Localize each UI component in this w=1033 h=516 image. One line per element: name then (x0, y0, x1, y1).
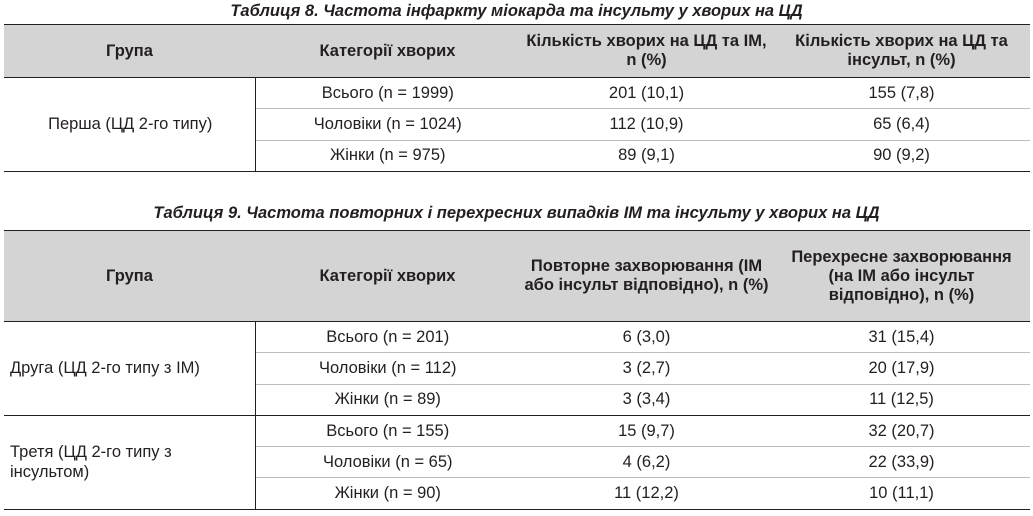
header-group: Група (4, 231, 255, 322)
table-8 (4, 24, 1030, 172)
group-cell: Третя (ЦД 2-го типу з інсультом) (4, 415, 255, 509)
table-9-header-row (4, 231, 1030, 322)
category-cell: Жінки (n = 975) (329, 146, 446, 165)
value-cell: 20 (17,9) (868, 358, 935, 377)
category-cell: Всього (n = 1999) (321, 83, 454, 102)
value-cell: 22 (33,9) (868, 452, 935, 471)
value-cell: 10 (11,1) (869, 484, 934, 503)
category-cell: Чоловіки (n = 65) (322, 452, 453, 471)
header-repeat-disease: Повторне захворювання (ІМ або інсульт відповідно), n (%) (520, 231, 773, 322)
value-cell: 112 (10,9) (609, 114, 684, 133)
table-8-header-row (4, 25, 1030, 78)
value-cell: 155 (7,8) (868, 83, 935, 102)
category-cell: Чоловіки (n = 1024) (313, 114, 462, 133)
table-row (4, 322, 1030, 353)
category-cell: Жінки (n = 90) (334, 484, 441, 503)
header-category: Категорії хворих (255, 231, 520, 322)
group-cell: Перша (ЦД 2-го типу) (4, 78, 255, 172)
table-9 (4, 230, 1030, 510)
value-cell: 31 (15,4) (868, 327, 935, 346)
value-cell: 65 (6,4) (873, 114, 930, 133)
group-cell: Друга (ЦД 2-го типу з ІМ) (4, 322, 255, 416)
category-cell: Чоловіки (n = 112) (318, 358, 457, 377)
value-cell: 32 (20,7) (868, 421, 935, 440)
table-row (4, 415, 1030, 446)
header-mi-count: Кількість хворих на ЦД та ІМ, n (%) (520, 25, 773, 78)
value-cell: 4 (6,2) (622, 452, 671, 471)
table-9-caption: Таблиця 9. Частота повторних і перехресних випадків ІМ та інсульту у хворих на ЦД (153, 204, 880, 222)
value-cell: 90 (9,2) (873, 146, 930, 165)
value-cell: 201 (10,1) (608, 83, 685, 102)
header-category: Категорії хворих (255, 25, 520, 78)
value-cell: 3 (2,7) (622, 358, 671, 377)
header-cross-disease: Перехресне захворювання (на ІМ або інсульт відповідно), n (%) (773, 231, 1030, 322)
header-stroke-count: Кількість хворих на ЦД та інсульт, n (%) (773, 25, 1030, 78)
table-8-caption: Таблиця 8. Частота інфаркту міокарда та інсульту у хворих на ЦД (230, 2, 803, 20)
category-cell: Всього (n = 155) (326, 421, 450, 440)
header-group: Група (4, 25, 255, 78)
table-row (4, 78, 1030, 109)
value-cell: 3 (3,4) (622, 390, 671, 409)
value-cell: 15 (9,7) (618, 421, 675, 440)
category-cell: Жінки (n = 89) (334, 390, 441, 409)
value-cell: 11 (12,2) (614, 484, 679, 503)
value-cell: 89 (9,1) (618, 146, 675, 165)
value-cell: 11 (12,5) (869, 390, 934, 409)
category-cell: Всього (n = 201) (326, 327, 450, 346)
value-cell: 6 (3,0) (622, 327, 671, 346)
